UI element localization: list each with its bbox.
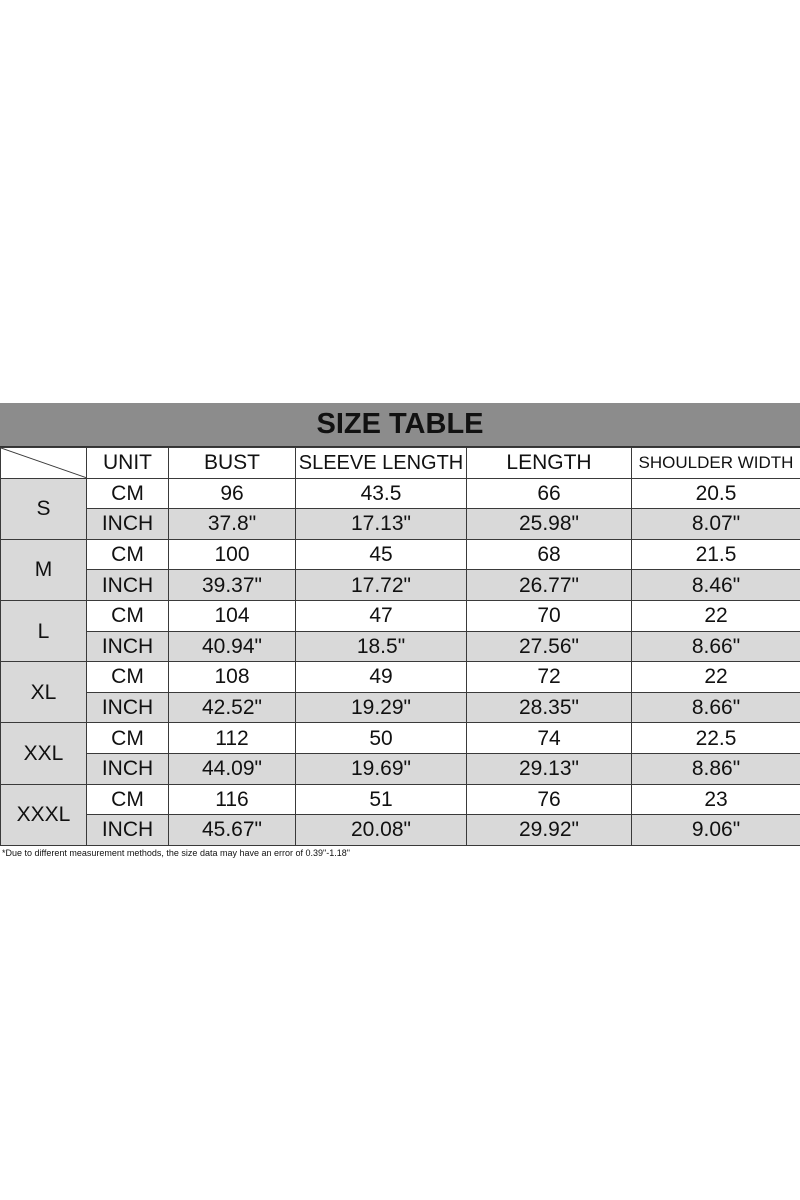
header-shoulder-width: SHOULDER WIDTH bbox=[632, 448, 800, 479]
footnote: *Due to different measurement methods, the size data may have an error of 0.39"-1.18" bbox=[2, 847, 350, 858]
value-cell: 8.66" bbox=[632, 631, 800, 662]
value-cell: 45 bbox=[296, 539, 467, 570]
value-cell: 39.37" bbox=[169, 570, 296, 601]
table-row bbox=[1, 570, 800, 601]
value-cell: 25.98" bbox=[467, 509, 632, 540]
size-label: XXL bbox=[1, 723, 87, 784]
value-cell: 8.86" bbox=[632, 753, 800, 784]
unit-cell: INCH bbox=[87, 509, 169, 540]
value-cell: 74 bbox=[467, 723, 632, 754]
value-cell: 51 bbox=[296, 784, 467, 815]
value-cell: 22 bbox=[632, 662, 800, 693]
value-cell: 22 bbox=[632, 600, 800, 631]
value-cell: 40.94" bbox=[169, 631, 296, 662]
table-title: SIZE TABLE bbox=[0, 403, 800, 447]
value-cell: 42.52" bbox=[169, 692, 296, 723]
value-cell: 68 bbox=[467, 539, 632, 570]
value-cell: 26.77" bbox=[467, 570, 632, 601]
unit-cell: INCH bbox=[87, 570, 169, 601]
value-cell: 112 bbox=[169, 723, 296, 754]
value-cell: 28.35" bbox=[467, 692, 632, 723]
size-table-container bbox=[0, 403, 800, 858]
header-bust: BUST bbox=[169, 448, 296, 479]
unit-cell: CM bbox=[87, 723, 169, 754]
value-cell: 47 bbox=[296, 600, 467, 631]
table-row bbox=[1, 692, 800, 723]
value-cell: 49 bbox=[296, 662, 467, 693]
size-label: XXXL bbox=[1, 784, 87, 845]
value-cell: 100 bbox=[169, 539, 296, 570]
unit-cell: CM bbox=[87, 784, 169, 815]
value-cell: 29.92" bbox=[467, 815, 632, 846]
unit-cell: CM bbox=[87, 662, 169, 693]
value-cell: 8.46" bbox=[632, 570, 800, 601]
value-cell: 19.29" bbox=[296, 692, 467, 723]
value-cell: 45.67" bbox=[169, 815, 296, 846]
unit-cell: CM bbox=[87, 600, 169, 631]
unit-cell: INCH bbox=[87, 692, 169, 723]
value-cell: 76 bbox=[467, 784, 632, 815]
value-cell: 9.06" bbox=[632, 815, 800, 846]
table-row bbox=[1, 478, 800, 509]
value-cell: 21.5 bbox=[632, 539, 800, 570]
size-label: XL bbox=[1, 662, 87, 723]
table-row bbox=[1, 815, 800, 846]
table-row bbox=[1, 723, 800, 754]
value-cell: 37.8" bbox=[169, 509, 296, 540]
value-cell: 8.66" bbox=[632, 692, 800, 723]
value-cell: 70 bbox=[467, 600, 632, 631]
value-cell: 20.5 bbox=[632, 478, 800, 509]
value-cell: 17.72" bbox=[296, 570, 467, 601]
table-row bbox=[1, 600, 800, 631]
value-cell: 104 bbox=[169, 600, 296, 631]
value-cell: 20.08" bbox=[296, 815, 467, 846]
table-row bbox=[1, 631, 800, 662]
table-row bbox=[1, 509, 800, 540]
header-row bbox=[1, 448, 800, 479]
value-cell: 27.56" bbox=[467, 631, 632, 662]
unit-cell: CM bbox=[87, 539, 169, 570]
value-cell: 18.5" bbox=[296, 631, 467, 662]
unit-cell: CM bbox=[87, 478, 169, 509]
value-cell: 8.07" bbox=[632, 509, 800, 540]
size-label: M bbox=[1, 539, 87, 600]
value-cell: 66 bbox=[467, 478, 632, 509]
diagonal-line-icon bbox=[1, 448, 86, 478]
header-sleeve-length: SLEEVE LENGTH bbox=[296, 448, 467, 479]
value-cell: 29.13" bbox=[467, 753, 632, 784]
unit-cell: INCH bbox=[87, 815, 169, 846]
value-cell: 50 bbox=[296, 723, 467, 754]
value-cell: 44.09" bbox=[169, 753, 296, 784]
value-cell: 22.5 bbox=[632, 723, 800, 754]
size-table bbox=[0, 447, 800, 846]
table-row bbox=[1, 753, 800, 784]
corner-cell bbox=[1, 448, 87, 479]
value-cell: 116 bbox=[169, 784, 296, 815]
value-cell: 19.69" bbox=[296, 753, 467, 784]
unit-cell: INCH bbox=[87, 753, 169, 784]
size-label: L bbox=[1, 600, 87, 661]
size-label: S bbox=[1, 478, 87, 539]
header-length: LENGTH bbox=[467, 448, 632, 479]
table-row bbox=[1, 784, 800, 815]
unit-cell: INCH bbox=[87, 631, 169, 662]
value-cell: 43.5 bbox=[296, 478, 467, 509]
value-cell: 17.13" bbox=[296, 509, 467, 540]
table-row bbox=[1, 662, 800, 693]
header-unit: UNIT bbox=[87, 448, 169, 479]
value-cell: 96 bbox=[169, 478, 296, 509]
value-cell: 23 bbox=[632, 784, 800, 815]
value-cell: 72 bbox=[467, 662, 632, 693]
table-row bbox=[1, 539, 800, 570]
value-cell: 108 bbox=[169, 662, 296, 693]
